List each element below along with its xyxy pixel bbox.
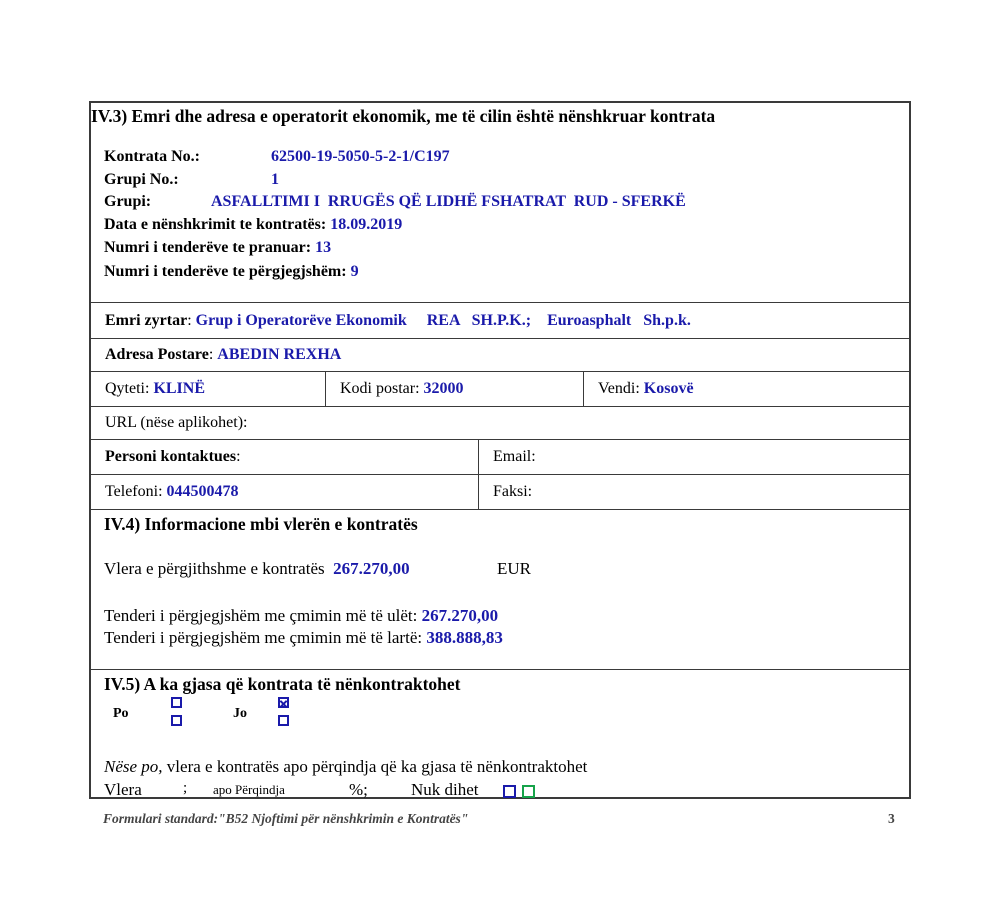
section-iv5-title: IV.5) A ka gjasa që kontrata të nënkontraktohet [104, 674, 461, 694]
contract-no-label: Kontrata No.: [104, 148, 200, 165]
fax-cell [478, 475, 909, 509]
lowest-price-label: Tenderi i përgjegjshëm me çmimin më të ulët: [104, 606, 418, 625]
no-checkbox-checked[interactable] [278, 697, 289, 708]
phone-label: Telefoni: [105, 483, 163, 500]
sign-date-label: Data e nënshkrimit te kontratës: [104, 216, 327, 233]
highest-price-row [104, 628, 503, 648]
responsive-tenders-row [104, 263, 359, 281]
if-yes-text: vlera e kontratës apo përqindja që ka gjasa të nënkontraktohet [166, 757, 588, 776]
official-name-row: Emri zyrtar : Grup i Operatorëve Ekonomik REA SH.P.K.; Euroasphalt Sh.p.k. [91, 303, 909, 339]
footer-form-name: Formulari standard:"B52 Njoftimi për nënshkrimin e Kontratës" [103, 811, 469, 826]
section-iv3-title: IV.3) Emri dhe adresa e operatorit ekonomik, me të cilin është nënshkruar kontrata [91, 106, 716, 126]
city-row [91, 372, 909, 407]
city-label: Qyteti: [105, 380, 150, 397]
official-name-value: Grup i Operatorëve Ekonomik REA SH.P.K.; Euroasphalt Sh.p.k. [195, 311, 691, 329]
received-tenders-label: Numri i tenderëve te pranuar: [104, 239, 312, 256]
fax-label: Faksi: [493, 483, 533, 500]
unknown-label: Nuk dihet [411, 780, 479, 799]
city-value: KLINË [153, 380, 206, 397]
section-iv5 [91, 670, 909, 799]
percent-sign: %; [349, 780, 368, 799]
postal-code-value: 32000 [423, 380, 464, 397]
highest-price-label: Tenderi i përgjegjshëm me çmimin më të lartë: [104, 628, 423, 647]
postal-code-cell [325, 372, 583, 406]
currency: EUR [497, 559, 531, 578]
contact-cell: Personi kontaktues : [105, 448, 241, 465]
value-semicolon: ; [183, 780, 188, 796]
sign-date-row [104, 216, 402, 234]
total-value: 267.270,00 [333, 559, 410, 578]
phone-row [91, 475, 909, 510]
total-value-label: Vlera e përgjithshme e kontratës [104, 559, 325, 578]
section-iv4 [91, 510, 909, 670]
value-label: Vlera [104, 780, 142, 799]
city-cell [91, 372, 325, 406]
country-value: Kosovë [643, 380, 694, 397]
postal-code-label: Kodi postar: [340, 380, 420, 397]
received-tenders-row [104, 239, 331, 257]
contact-label: Personi kontaktues [105, 448, 237, 465]
yes-label: Po [113, 706, 129, 721]
no-label: Jo [233, 706, 247, 721]
sign-date-value: 18.09.2019 [330, 216, 403, 233]
url-label: URL (nëse aplikohet): [105, 414, 248, 431]
group-label: Grupi: [104, 193, 152, 210]
contract-no-value: 62500-19-5050-5-2-1/C197 [271, 148, 450, 165]
responsive-tenders-label: Numri i tenderëve te përgjegjshëm: [104, 263, 347, 280]
official-name-label: Emri zyrtar [105, 311, 188, 329]
responsive-tenders-value: 9 [350, 263, 359, 280]
no-checkbox-bottom[interactable] [278, 715, 289, 726]
percent-label: apo Përqindja [213, 782, 285, 797]
phone-cell [91, 475, 478, 509]
unknown-checkbox-green[interactable] [522, 785, 535, 798]
email-label: Email: [493, 448, 536, 465]
country-cell [583, 372, 909, 406]
unknown-checkbox-blue[interactable] [503, 785, 516, 798]
phone-value: 044500478 [166, 483, 239, 500]
lowest-price-row [104, 606, 498, 626]
contract-notice-form [89, 101, 911, 799]
contact-row [91, 440, 909, 475]
group-no-label: Grupi No.: [104, 171, 179, 188]
highest-price-value: 388.888,83 [426, 628, 503, 647]
footer-page-number: 3 [888, 811, 895, 826]
group-value: ASFALLTIMI I RRUGËS QË LIDHË FSHATRAT RUD - SFERKË [211, 193, 686, 210]
if-yes-row [104, 757, 587, 777]
total-value-row [104, 559, 410, 579]
group-no-value: 1 [271, 171, 279, 188]
yes-checkbox-top[interactable] [171, 697, 182, 708]
postal-address-label: Adresa Postare [105, 346, 209, 363]
lowest-price-value: 267.270,00 [421, 606, 499, 625]
section-iv4-title: IV.4) Informacione mbi vlerën e kontratës [104, 514, 418, 534]
if-yes-italic: Nëse po, [104, 757, 163, 776]
section-iv3 [91, 103, 909, 303]
country-label: Vendi: [598, 380, 640, 397]
postal-address-row: Adresa Postare : ABEDIN REXHA [91, 339, 909, 372]
yes-checkbox-bottom[interactable] [171, 715, 182, 726]
url-row [91, 407, 909, 440]
postal-address-value: ABEDIN REXHA [217, 346, 342, 363]
email-cell [478, 440, 909, 474]
received-tenders-value: 13 [315, 239, 332, 256]
